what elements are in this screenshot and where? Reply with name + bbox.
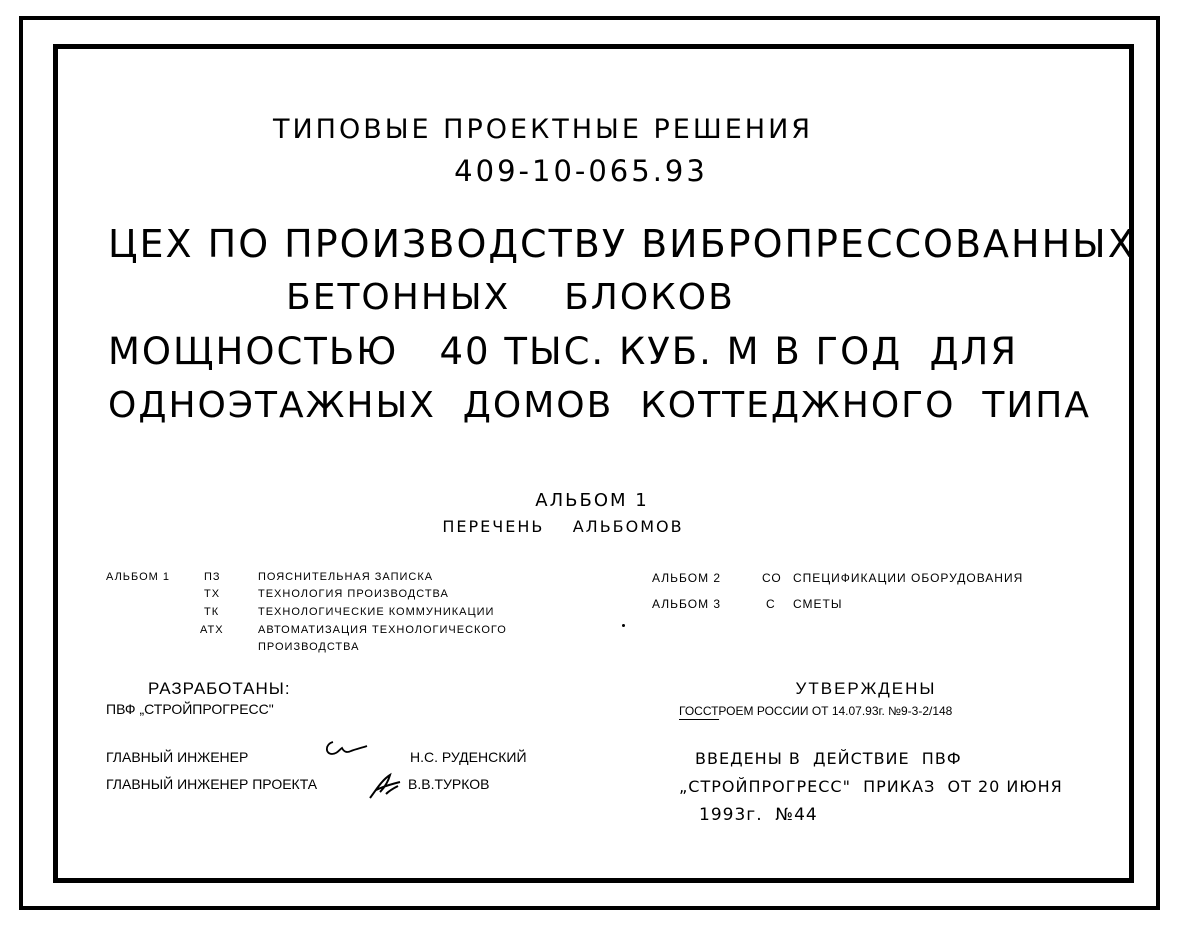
doc-code: АТХ [200, 624, 224, 636]
signature-name: В.В.ТУРКОВ [408, 776, 490, 792]
doc-code: СО [762, 571, 782, 585]
doc-name: ТЕХНОЛОГИЧЕСКИЕ КОММУНИКАЦИИ [258, 606, 495, 618]
series-title: ТИПОВЫЕ ПРОЕКТНЫЕ РЕШЕНИЯ [272, 114, 814, 145]
album-3-label: АЛЬБОМ 3 [652, 597, 722, 611]
doc-name: СМЕТЫ [793, 597, 843, 611]
doc-code: ТК [204, 606, 220, 618]
stray-dot [622, 624, 625, 627]
doc-code: ТХ [204, 588, 221, 600]
doc-name: ТЕХНОЛОГИЯ ПРОИЗВОДСТВА [258, 588, 449, 600]
developed-org: ПВФ „СТРОЙПРОГРЕСС" [106, 701, 274, 717]
album-1-label: АЛЬБОМ 1 [106, 571, 171, 583]
title-line-2: БЕТОННЫХ БЛОКОВ [286, 277, 735, 318]
album-list-title: ПЕРЕЧЕНЬ АЛЬБОМОВ [442, 517, 684, 536]
signature-mark [323, 738, 371, 760]
approved-label: УТВЕРЖДЕНЫ [795, 679, 937, 698]
doc-name: ПОЯСНИТЕЛЬНАЯ ЗАПИСКА [258, 571, 434, 583]
doc-code: С [766, 597, 776, 611]
doc-name: СПЕЦИФИКАЦИИ ОБОРУДОВАНИЯ [793, 571, 1024, 585]
enacted-line-2: „СТРОЙПРОГРЕСС" ПРИКАЗ ОТ 20 ИЮНЯ [679, 777, 1063, 796]
enacted-line-1: ВВЕДЕНЫ В ДЕЙСТВИЕ ПВФ [695, 749, 962, 768]
approved-underline [679, 719, 719, 720]
signature-mark [366, 772, 404, 800]
enacted-line-3: 1993г. №44 [699, 805, 818, 825]
doc-name: АВТОМАТИЗАЦИЯ ТЕХНОЛОГИЧЕСКОГО [258, 624, 507, 636]
series-number: 409-10-065.93 [454, 154, 708, 188]
doc-code: ПЗ [204, 571, 221, 583]
approved-line: ГОССТРОЕМ РОССИИ ОТ 14.07.93г. №9-3-2/148 [679, 704, 953, 718]
title-line-4: ОДНОЭТАЖНЫХ ДОМОВ КОТТЕДЖНОГО ТИПА [108, 385, 1091, 426]
signature-role: ГЛАВНЫЙ ИНЖЕНЕР [106, 749, 249, 765]
title-line-1: ЦЕХ ПО ПРОИЗВОДСТВУ ВИБРОПРЕССОВАННЫХ [108, 222, 1136, 266]
title-line-3: МОЩНОСТЬЮ 40 ТЫС. КУБ. М В ГОД ДЛЯ [108, 330, 1019, 373]
album-label: АЛЬБОМ 1 [535, 490, 649, 511]
doc-name: ПРОИЗВОДСТВА [258, 641, 360, 653]
developed-label: РАЗРАБОТАНЫ: [148, 679, 291, 698]
signature-name: Н.С. РУДЕНСКИЙ [410, 749, 527, 765]
album-2-label: АЛЬБОМ 2 [652, 571, 722, 585]
signature-role: ГЛАВНЫЙ ИНЖЕНЕР ПРОЕКТА [106, 776, 318, 792]
